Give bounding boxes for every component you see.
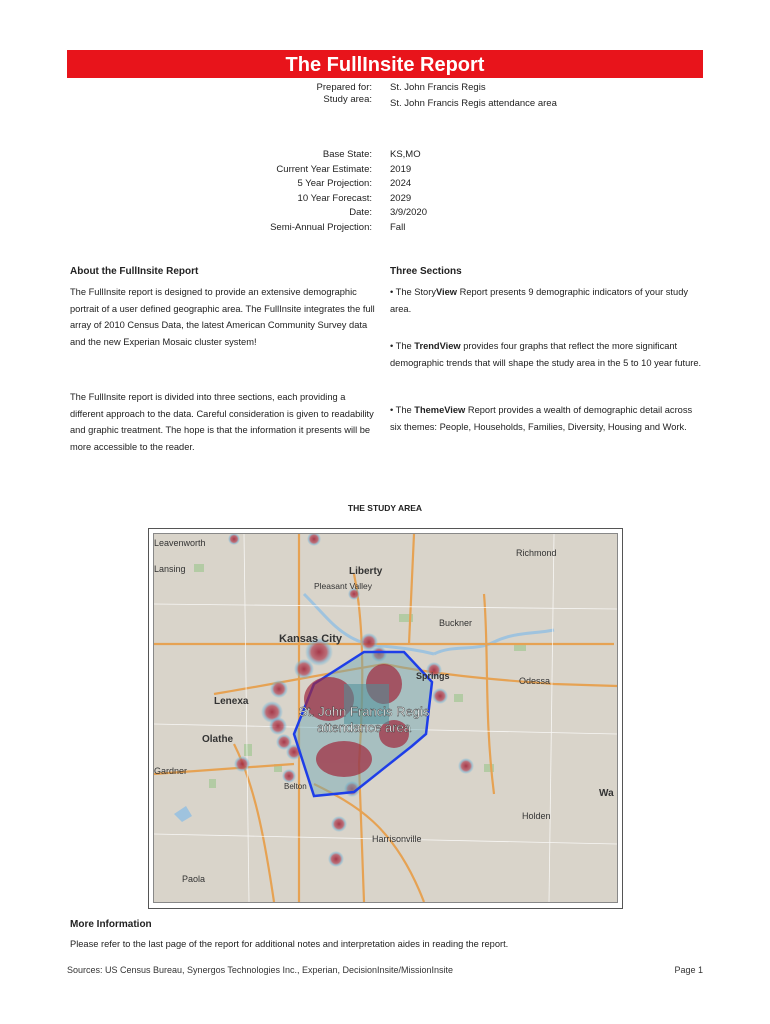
svg-text:Richmond: Richmond: [516, 548, 557, 558]
svg-text:Lansing: Lansing: [154, 564, 186, 574]
svg-text:Paola: Paola: [182, 874, 206, 884]
storyview-item: • The StoryView Report presents 9 demographic indicators of your study area.: [390, 287, 689, 314]
area-label: [299, 704, 430, 735]
five-year-label: 5 Year Projection:: [297, 178, 372, 189]
svg-text:Olathe: Olathe: [202, 734, 234, 745]
svg-text:Harrisonville: Harrisonville: [372, 834, 422, 844]
svg-text:Gardner: Gardner: [154, 766, 188, 776]
svg-text:Pleasant Valley: Pleasant Valley: [314, 581, 372, 591]
svg-text:Springs: Springs: [416, 671, 450, 681]
prepared-for-value: St. John Francis Regis: [390, 82, 486, 93]
prepared-for-label: Prepared for:: [316, 82, 372, 93]
area-label-line2: attendance area: [317, 720, 411, 735]
about-heading: About the FullInsite Report: [70, 266, 199, 277]
trendview-item: • The TrendView provides four graphs that reflect the more significant demographic trends that will shape the study area in the 5 to 10 year future.: [390, 341, 702, 368]
base-state-value: KS,MO: [390, 149, 421, 160]
svg-text:Odessa: Odessa: [519, 676, 551, 686]
current-year-label: Current Year Estimate:: [276, 163, 372, 175]
current-year-value: 2019: [390, 163, 412, 175]
svg-text:Liberty: Liberty: [349, 566, 383, 577]
svg-text:Leavenworth: Leavenworth: [154, 538, 206, 548]
base-state-label: Base State:: [322, 149, 372, 160]
more-info-text: Please refer to the last page of the report for additional notes and interpretation aides in reading the report.: [70, 939, 509, 949]
svg-text:Kansas City: Kansas City: [279, 633, 342, 645]
report-title: The FullInsite Report: [285, 54, 485, 76]
header-info: [0, 81, 770, 111]
five-year-value: 2024: [390, 178, 412, 189]
semi-annual-label: Semi-Annual Projection:: [270, 221, 372, 233]
map-graphic: [154, 534, 617, 902]
svg-text:Holden: Holden: [522, 811, 551, 821]
study-area-value: St. John Francis Regis attendance area: [390, 98, 557, 109]
study-area-map-frame: [148, 528, 623, 909]
themeview-item: • The ThemeView Report provides a wealth of demographic detail across six themes: People, Households, Families, Diversity, Housing and Work.: [390, 405, 693, 432]
study-area-map[interactable]: [153, 533, 618, 903]
sections-heading: Three Sections: [390, 266, 462, 277]
report-details: [0, 148, 770, 238]
ten-year-label: 10 Year Forecast:: [297, 192, 372, 204]
svg-text:Belton: Belton: [284, 782, 307, 791]
svg-text:Lenexa: Lenexa: [214, 696, 249, 707]
area-label-line1: St. John Francis Regis: [298, 704, 430, 719]
ten-year-value: 2029: [390, 192, 412, 204]
semi-annual-value: Fall: [390, 221, 406, 233]
svg-text:Buckner: Buckner: [439, 618, 473, 628]
svg-text:Wa: Wa: [599, 788, 614, 799]
study-area-label: Study area:: [323, 94, 372, 105]
about-paragraph-2: The FullInsite report is divided into three sections, each providing a different approach to the data. Careful consideration is given to readability and graphic treatment. The hope is that the information it presents will be more accessible to the reader.: [70, 392, 374, 452]
date-label: Date:: [349, 207, 372, 218]
map-caption: THE STUDY AREA: [347, 503, 423, 513]
date-value: 3/9/2020: [390, 207, 427, 218]
about-paragraph-1: The FullInsite report is designed to provide an extensive demographic portrait of a user defined geographic area. The FullInsite integrates the full array of 2010 Census Data, the latest American Community Survey data and the new Experian Mosaic cluster system!: [70, 287, 375, 347]
footer-page-number: Page 1: [674, 965, 703, 975]
report-title-banner: [67, 50, 703, 78]
footer-sources: Sources: US Census Bureau, Synergos Technologies Inc., Experian, DecisionInsite/MissionInsite: [67, 965, 454, 975]
more-info-heading: More Information: [70, 919, 152, 930]
